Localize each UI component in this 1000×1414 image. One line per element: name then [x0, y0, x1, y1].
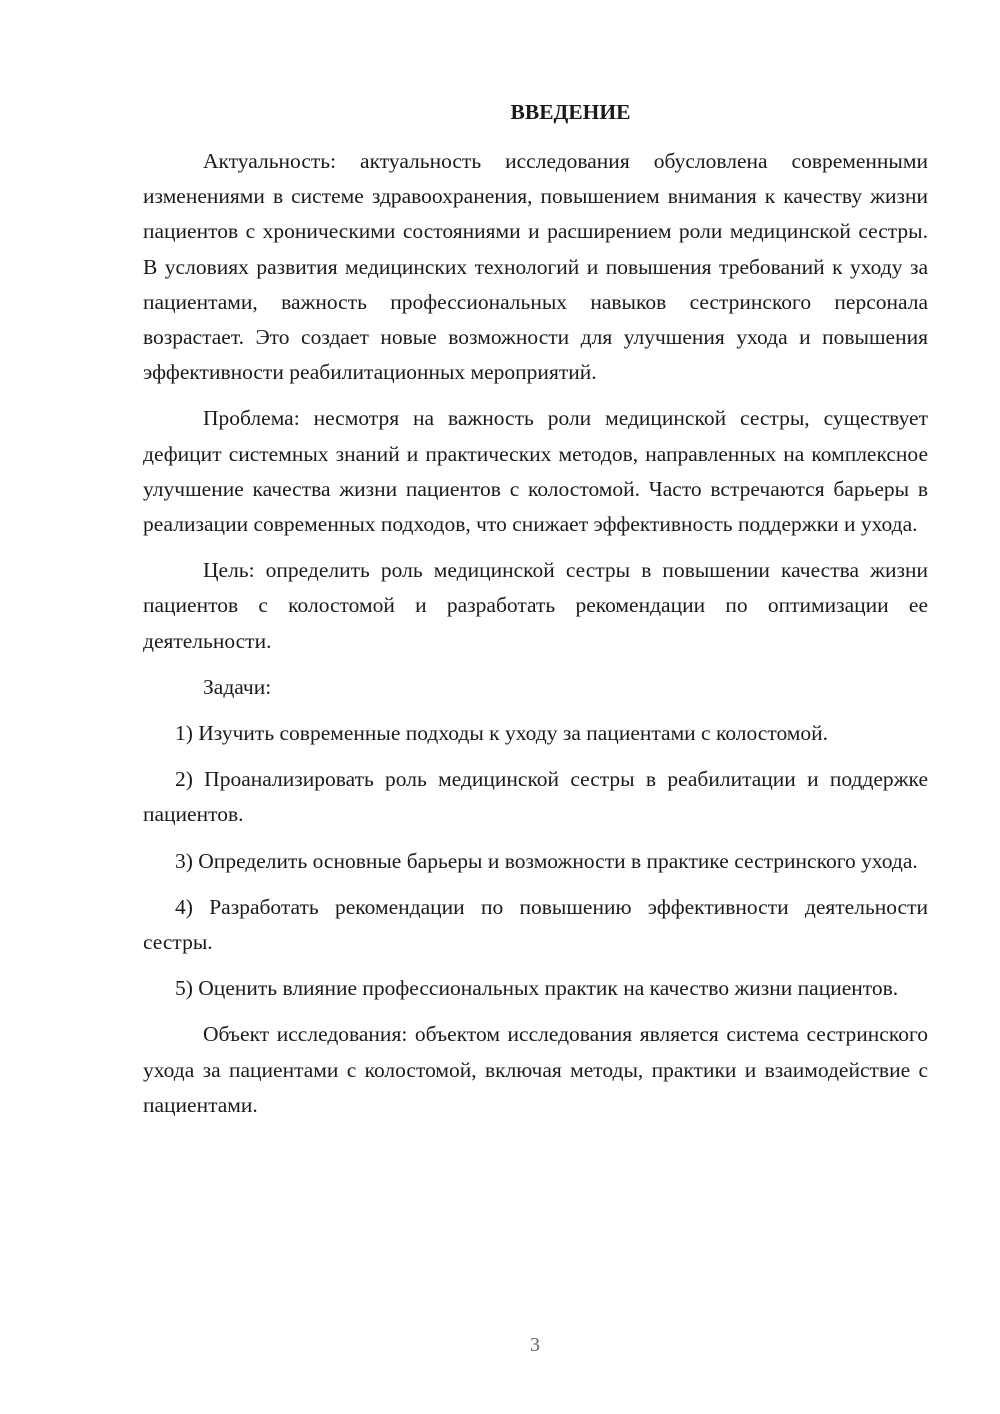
task-item-1: 1) Изучить современные подходы к уходу за пациентами с колостомой.: [175, 721, 829, 746]
task-item-3: 3) Определить основные барьеры и возможности в практике сестринского ухода.: [175, 848, 918, 873]
paragraph-object: Объект исследования: объектом исследования является система сестринского ухода за пациентами с колостомой, включая методы, практики и взаимодействие с пациентами.: [143, 1022, 928, 1117]
page-content: [143, 98, 928, 1134]
task-item-4: 4) Разработать рекомендации по повышению эффективности деятельности сестры.: [143, 894, 928, 955]
page-number: 3: [530, 1334, 540, 1356]
task-item-5: 5) Оценить влияние профессиональных практик на качество жизни пациентов.: [175, 976, 899, 1001]
tasks-label: Задачи:: [203, 674, 272, 699]
section-heading: ВВЕДЕНИЕ: [510, 100, 631, 124]
paragraph-goal: Цель: определить роль медицинской сестры в повышении качества жизни пациентов с колостомой и разработать рекомендации по оптимизации ее деятельности.: [143, 558, 928, 653]
paragraph-relevance: Актуальность: актуальность исследования обусловлена современными изменениями в системе здравоохранения, повышением внимания к качеству жизни пациентов с хроническими состояниями и расширением роли медицинской сестры. В условиях развития медицинских технологий и повышения требований к уходу за пациентами, важность профессиональных навыков сестринского персонала возрастает. Это создает новые возможности для улучшения ухода и повышения эффективности реабилитационных мероприятий.: [143, 149, 928, 385]
task-item-2: 2) Проанализировать роль медицинской сестры в реабилитации и поддержке пациентов.: [143, 767, 928, 827]
paragraph-problem: Проблема: несмотря на важность роли медицинской сестры, существует дефицит системных знаний и практических методов, направленных на комплексное улучшение качества жизни пациентов с колостомой. Часто встречаются барьеры в реализации современных подходов, что снижает эффективность поддержки и ухода.: [143, 406, 928, 537]
